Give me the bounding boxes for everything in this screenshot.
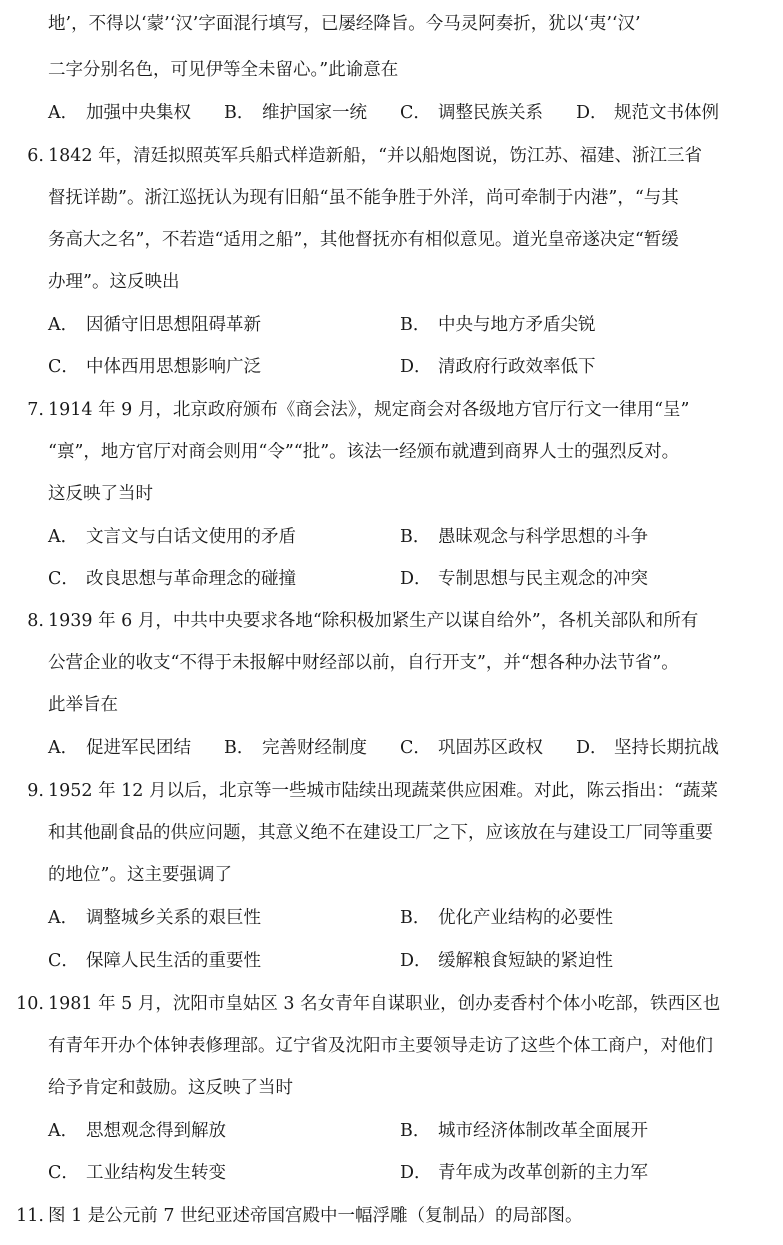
option-a: A． 因循守旧思想阻碍革新 [48,315,261,335]
option-a: A． 思想观念得到解放 [48,1121,226,1141]
question-text-line: “禀”，地方官厅对商会则用“令”“批”。该法一经颁布就遭到商界人士的强烈反对。 [48,442,680,462]
option-text: 调整民族关系 [438,103,543,123]
option-c: C． 中体西用思想影响广泛 [48,357,261,377]
question-number: 10. [16,994,44,1014]
option-b: B． 城市经济体制改革全面展开 [400,1121,648,1141]
options-row [48,736,719,760]
option-a: A． 调整城乡关系的艰巨性 [48,908,261,928]
option-b: B． 优化产业结构的必要性 [400,908,613,928]
question-number: 8. [27,611,44,631]
option-letter: B． [224,103,255,123]
question-text-line: 务高大之名”，不若造“适用之船”，其他督抚亦有相似意见。道光皇帝遂决定“暂缓 [48,230,679,250]
option-c: C． 保障人民生活的重要性 [48,951,261,971]
question-number: 6. [27,146,44,166]
option-letter: D． [576,103,608,123]
question-text-line: 督抚详勘”。浙江巡抚认为现有旧船“虽不能争胜于外洋，尚可牵制于内港”，“与其 [48,188,679,208]
question-text-line: 办理”。这反映出 [48,272,180,292]
option-letter: B． [224,738,255,758]
option-letter: A． [48,103,79,123]
question-text-line: 的地位”。这主要强调了 [48,865,232,885]
question-number: 11. [16,1206,44,1226]
option-c: C． 工业结构发生转变 [48,1163,226,1183]
question-text-line: 和其他副食品的供应问题，其意义绝不在建设工厂之下，应该放在与建设工厂同等重要 [48,823,713,843]
question-text-line: 地’，不得以‘蒙’‘汉’字面混行填写，已屡经降旨。今马灵阿奏折，犹以‘夷’‘汉’ [48,14,641,34]
question-text-line: 此举旨在 [48,695,118,715]
option-letter: C． [400,738,431,758]
options-row [48,101,719,125]
option-text: 完善财经制度 [262,738,367,758]
option-b: B． 中央与地方矛盾尖锐 [400,315,596,335]
question-text-line: 这反映了当时 [48,484,153,504]
question-number: 7. [27,400,44,420]
option-c: C． 改良思想与革命理念的碰撞 [48,569,296,589]
option-text: 促进军民团结 [86,738,191,758]
option-d: D． 清政府行政效率低下 [400,357,596,377]
option-d: D． 青年成为改革创新的主力军 [400,1163,648,1183]
option-a: A． 文言文与白话文使用的矛盾 [48,527,296,547]
question-text-line: 给予肯定和鼓励。这反映了当时 [48,1078,293,1098]
option-text: 规范文书体例 [614,103,719,123]
question-text-line: 1939 年 6 月，中共中央要求各地“除积极加紧生产以谋自给外”，各机关部队和所有 [48,611,699,631]
option-d: D． 专制思想与民主观念的冲突 [400,569,648,589]
question-text-line: 有青年开办个体钟表修理部。辽宁省及沈阳市主要领导走访了这些个体工商户，对他们 [48,1036,713,1056]
question-text-line: 1981 年 5 月，沈阳市皇姑区 3 名女青年自谋职业，创办麦香村个体小吃部，铁西区也 [48,994,721,1014]
question-text-line: 图 1 是公元前 7 世纪亚述帝国宫殿中一幅浮雕（复制品）的局部图。 [48,1206,583,1226]
option-text: 坚持长期抗战 [614,738,719,758]
option-text: 巩固苏区政权 [438,738,543,758]
question-text-line: 1914 年 9 月，北京政府颁布《商会法》，规定商会对各级地方官厅行文一律用“呈” [48,400,690,420]
question-text-line: 1842 年，清廷拟照英军兵船式样造新船，“并以船炮图说，饬江苏、福建、浙江三省 [48,146,703,166]
option-d: D． 缓解粮食短缺的紧迫性 [400,951,613,971]
question-text-line: 1952 年 12 月以后，北京等一些城市陆续出现蔬菜供应困难。对此，陈云指出：“蔬菜 [48,781,718,801]
question-text-line: 二字分别名色，可见伊等全未留心。”此谕意在 [48,60,399,80]
option-text: 维护国家一统 [262,103,367,123]
option-letter: C． [400,103,431,123]
option-letter: A． [48,738,79,758]
question-text-line: 公营企业的收支“不得于未报解中财经部以前，自行开支”，并“想各种办法节省”。 [48,653,679,673]
option-text: 加强中央集权 [86,103,191,123]
option-b: B． 愚昧观念与科学思想的斗争 [400,527,648,547]
question-number: 9. [27,781,44,801]
option-letter: D． [576,738,608,758]
